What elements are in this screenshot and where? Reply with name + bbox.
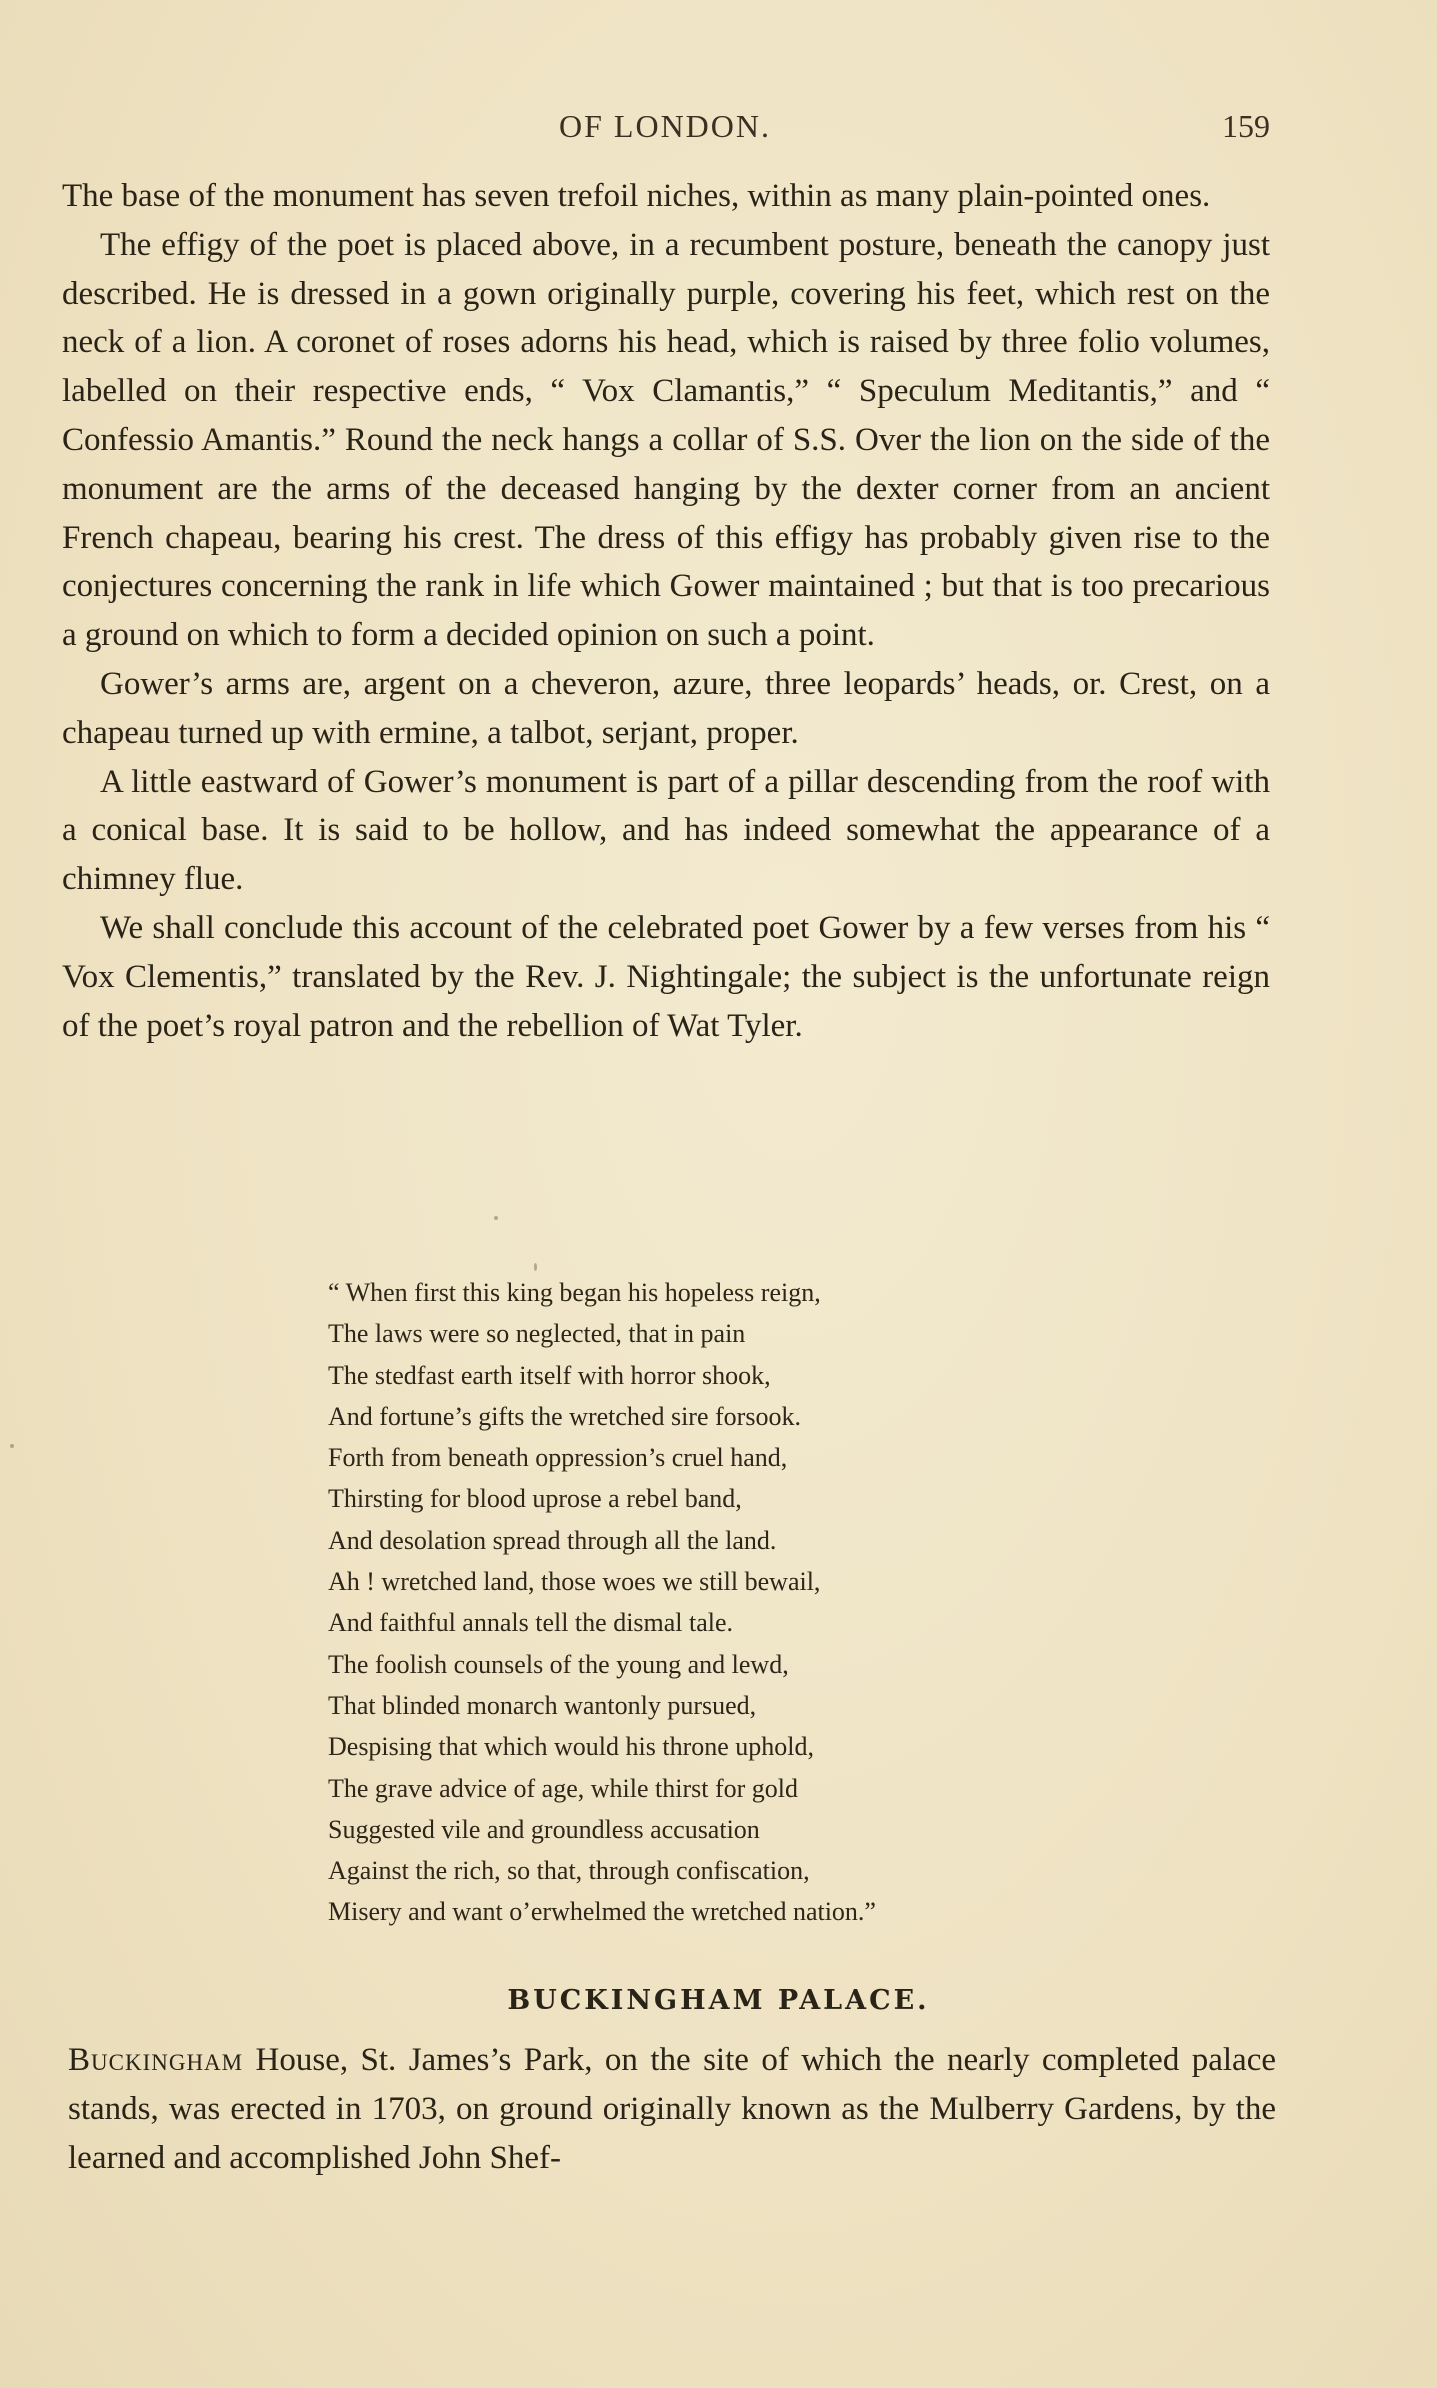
poem-block	[328, 1272, 1048, 1933]
print-speck	[534, 1263, 537, 1271]
running-title: OF LONDON.	[559, 108, 771, 144]
poem-line: Forth from beneath oppression’s cruel hand,	[328, 1443, 788, 1473]
poem-line: And desolation spread through all the land.	[328, 1525, 777, 1555]
print-speck	[10, 1444, 14, 1448]
section-heading: BUCKINGHAM PALACE.	[507, 1985, 930, 2016]
poem-line: That blinded monarch wantonly pursued,	[328, 1690, 757, 1720]
paragraph: A little eastward of Gower’s monument is part of a pillar descending from the roof with a conical base. It is said to be hollow, and has indeed somewhat the appearance of a chimney flue.	[62, 763, 1270, 898]
paragraph: The effigy of the poet is placed above, in a recumbent posture, beneath the canopy just described. He is dressed in a gown originally purple, covering his feet, which rest on the neck of a lion. A coronet of roses adorns his head, which is raised by three folio volumes, labelled on their respective ends, “ Vox Clamantis,” “ Speculum Meditantis,” and “ Confessio Amantis.” Round the neck hangs a collar of S.S. Over the lion on the side of the monument are the arms of the deceased hanging by the dexter corner from an ancient French chapeau, bearing his crest. The dress of this effigy has probably given rise to the conjectures concerning the rank in life which Gower maintained ; but that is too precarious a ground on which to form a decided opinion on such a point.	[62, 226, 1270, 654]
poem-line: The foolish counsels of the young and lewd,	[328, 1649, 789, 1679]
section-paragraph-text: House, St. James’s Park, on the site of which the nearly completed palace stands, was erected in 1703, on ground originally known as the Mulberry Gardens, by the learned and accomplished John Shef-	[68, 2042, 1276, 2176]
paragraph: The base of the monument has seven trefoil niches, within as many plain-pointed ones.	[62, 178, 1211, 214]
poem-line: Ah ! wretched land, those woes we still bewail,	[328, 1567, 821, 1597]
paragraph: Gower’s arms are, argent on a cheveron, azure, three leopards’ heads, or. Crest, on a chapeau turned up with ermine, a talbot, serjant, proper.	[62, 665, 1270, 751]
poem-line: Misery and want o’erwhelmed the wretched nation.”	[328, 1897, 876, 1927]
poem-line: Against the rich, so that, through confiscation,	[328, 1856, 810, 1886]
body-text	[62, 172, 1270, 1050]
running-head	[60, 108, 1270, 148]
section-lead-word: Buckingham	[68, 2042, 244, 2078]
poem-line: And faithful annals tell the dismal tale.	[328, 1608, 734, 1638]
paragraph: We shall conclude this account of the celebrated poet Gower by a few verses from his “ Vox Clementis,” translated by the Rev. J. Nightingale; the subject is the unfortunate reign of the poet’s royal patron and the rebellion of Wat Tyler.	[62, 909, 1270, 1044]
section-text	[68, 2036, 1276, 2182]
poem-line: “ When first this king began his hopeless reign,	[328, 1278, 821, 1307]
poem-line: Despising that which would his throne uphold,	[328, 1732, 815, 1762]
section-paragraph	[68, 2036, 1276, 2182]
poem-line: The grave advice of age, while thirst for gold	[328, 1773, 798, 1803]
poem-line: Suggested vile and groundless accusation	[328, 1814, 760, 1844]
poem-line: The laws were so neglected, that in pain	[328, 1319, 746, 1349]
print-speck	[494, 1216, 498, 1220]
page-number: 159	[1222, 108, 1270, 144]
poem-line: And fortune’s gifts the wretched sire forsook.	[328, 1401, 801, 1431]
poem-line: The stedfast earth itself with horror shook,	[328, 1360, 771, 1390]
poem-line: Thirsting for blood uprose a rebel band,	[328, 1484, 742, 1514]
